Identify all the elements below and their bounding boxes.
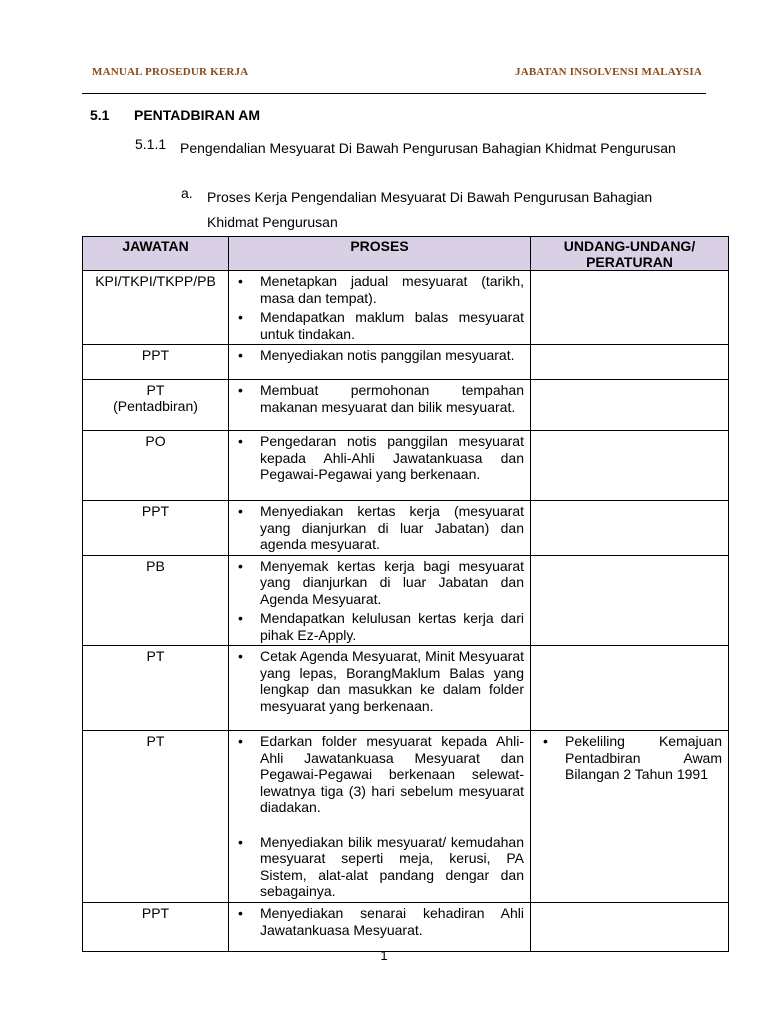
header-undang-undang: UNDANG-UNDANG/ PERATURAN (531, 237, 729, 271)
item-title: Proses Kerja Pengendalian Mesyuarat Di Bawah Pengurusan Bahagian Khidmat Pengurusan (207, 189, 653, 230)
process-item (229, 347, 524, 364)
regulation-list (531, 731, 728, 785)
proses-cell (229, 903, 531, 952)
process-list (229, 345, 530, 366)
proses-cell (229, 646, 531, 731)
process-list (229, 431, 530, 485)
process-list (229, 380, 530, 417)
bullet-icon: • (238, 309, 243, 325)
jawatan-cell: PT (83, 731, 229, 903)
process-item (229, 273, 524, 306)
process-item (229, 610, 524, 643)
peraturan-cell (531, 555, 729, 646)
bullet-icon: • (238, 557, 243, 574)
bullet-icon: • (238, 433, 243, 449)
jawatan-cell: PO (83, 431, 229, 501)
proses-cell (229, 271, 531, 345)
subsection-title: Pengendalian Mesyuarat Di Bawah Pengurusan Bahagian Khidmat Pengurusan (180, 140, 676, 156)
peraturan-cell (531, 903, 729, 952)
process-item (229, 309, 524, 342)
section-number: 5.1 (90, 107, 110, 123)
table-row (83, 646, 729, 731)
peraturan-cell (531, 731, 729, 903)
process-text: Menyediakan notis panggilan mesyuarat. (260, 347, 515, 363)
jawatan-cell: PT (Pentadbiran) (83, 380, 229, 431)
bullet-icon: • (238, 905, 243, 921)
table-row (83, 345, 729, 380)
subsection-number: 5.1.1 (135, 136, 167, 152)
process-text: Mendapatkan kelulusan kertas kerja dari pihak Ez-Apply. (260, 610, 524, 643)
process-text: Membuat permohonan tempahan makanan mesyuarat dan bilik mesyuarat. (260, 382, 524, 415)
header-department: JABATAN INSOLVENSI MALAYSIA (515, 66, 702, 78)
proses-cell (229, 431, 531, 501)
peraturan-cell (531, 380, 729, 431)
bullet-icon: • (238, 347, 243, 363)
table-row (83, 555, 729, 646)
process-item (229, 834, 524, 900)
bullet-icon: • (543, 733, 548, 749)
peraturan-cell (531, 271, 729, 345)
process-list (229, 903, 530, 940)
section-title: PENTADBIRAN AM (134, 107, 260, 123)
table-header-row (83, 237, 729, 271)
jawatan-cell: PT (83, 646, 229, 731)
process-list (229, 501, 530, 555)
bullet-icon: • (238, 382, 243, 398)
process-text: Menetapkan jadual mesyuarat (tarikh, masa dan tempat). (260, 273, 524, 306)
regulation-text: Pekeliling Kemajuan Pentadbiran Awam Bilangan 2 Tahun 1991 (565, 733, 722, 782)
jawatan-cell: KPI/TKPI/TKPP/PB (83, 271, 229, 345)
header-proses: PROSES (229, 237, 531, 271)
proses-cell (229, 555, 531, 646)
regulation-item (531, 733, 722, 783)
table-row (83, 501, 729, 556)
proses-cell (229, 501, 531, 556)
process-text: Menyediakan senarai kehadiran Ahli Jawatankuasa Mesyuarat. (260, 905, 524, 938)
table-body (83, 271, 729, 952)
table-row (83, 271, 729, 345)
proses-cell (229, 345, 531, 380)
peraturan-cell (531, 501, 729, 556)
process-item (229, 433, 524, 483)
bullet-icon: • (238, 733, 243, 749)
jawatan-cell: PB (83, 555, 229, 646)
jawatan-cell: PPT (83, 501, 229, 556)
process-item (229, 503, 524, 553)
table-row (83, 731, 729, 903)
page-number: 1 (380, 948, 388, 963)
process-table (82, 236, 729, 952)
table-row (83, 380, 729, 431)
process-text: Cetak Agenda Mesyuarat, Minit Mesyuarat yang lepas, BorangMaklum Balas yang lengkap dan masukkan ke dalam folder mesyuarat yang berkenaan. (260, 648, 524, 714)
bullet-icon: • (238, 273, 243, 289)
jawatan-cell: PPT (83, 903, 229, 952)
bullet-icon: • (238, 610, 243, 626)
peraturan-cell (531, 431, 729, 501)
header-divider (82, 93, 706, 94)
process-text: Menyediakan kertas kerja (mesyuarat yang dianjurkan di luar Jabatan) dan agenda mesyuarat. (260, 503, 524, 552)
page-header (92, 66, 704, 84)
process-item (229, 558, 524, 608)
process-item (229, 905, 524, 938)
bullet-icon: • (238, 503, 243, 519)
process-text: Menyediakan bilik mesyuarat/ kemudahan mesyuarat seperti meja, kerusi, PA Sistem, alat-alat pandang dengar dan sebagainya. (260, 833, 524, 899)
bullet-icon: • (238, 648, 243, 664)
process-item (229, 648, 524, 714)
process-text: Menyemak kertas kerja bagi mesyuarat yang dianjurkan di luar Jabatan dan Agenda Mesyuarat. (260, 557, 524, 607)
item-letter: a. (181, 185, 193, 201)
jawatan-cell: PPT (83, 345, 229, 380)
table-row (83, 431, 729, 501)
proses-cell (229, 380, 531, 431)
process-item (229, 733, 524, 816)
bullet-icon: • (238, 833, 243, 850)
peraturan-cell (531, 646, 729, 731)
process-list (229, 646, 530, 716)
peraturan-cell (531, 345, 729, 380)
header-manual-title: MANUAL PROSEDUR KERJA (92, 66, 249, 78)
process-list (229, 556, 530, 646)
process-list (229, 731, 530, 902)
process-text: Mendapatkan maklum balas mesyuarat untuk tindakan. (260, 309, 524, 342)
process-text: Pengedaran notis panggilan mesyuarat kepada Ahli-Ahli Jawatankuasa dan Pegawai-Pegawai yang berkenaan. (260, 433, 524, 482)
process-list (229, 271, 530, 344)
proses-cell (229, 731, 531, 903)
process-text: Edarkan folder mesyuarat kepada Ahli-Ahli Jawatankuasa Mesyuarat dan Pegawai-Pegawai berkenaan selewat-lewatnya tiga (3) hari sebelum mesyuarat diadakan. (260, 733, 524, 815)
header-jawatan: JAWATAN (83, 237, 229, 271)
table-row (83, 903, 729, 952)
process-item (229, 382, 524, 415)
